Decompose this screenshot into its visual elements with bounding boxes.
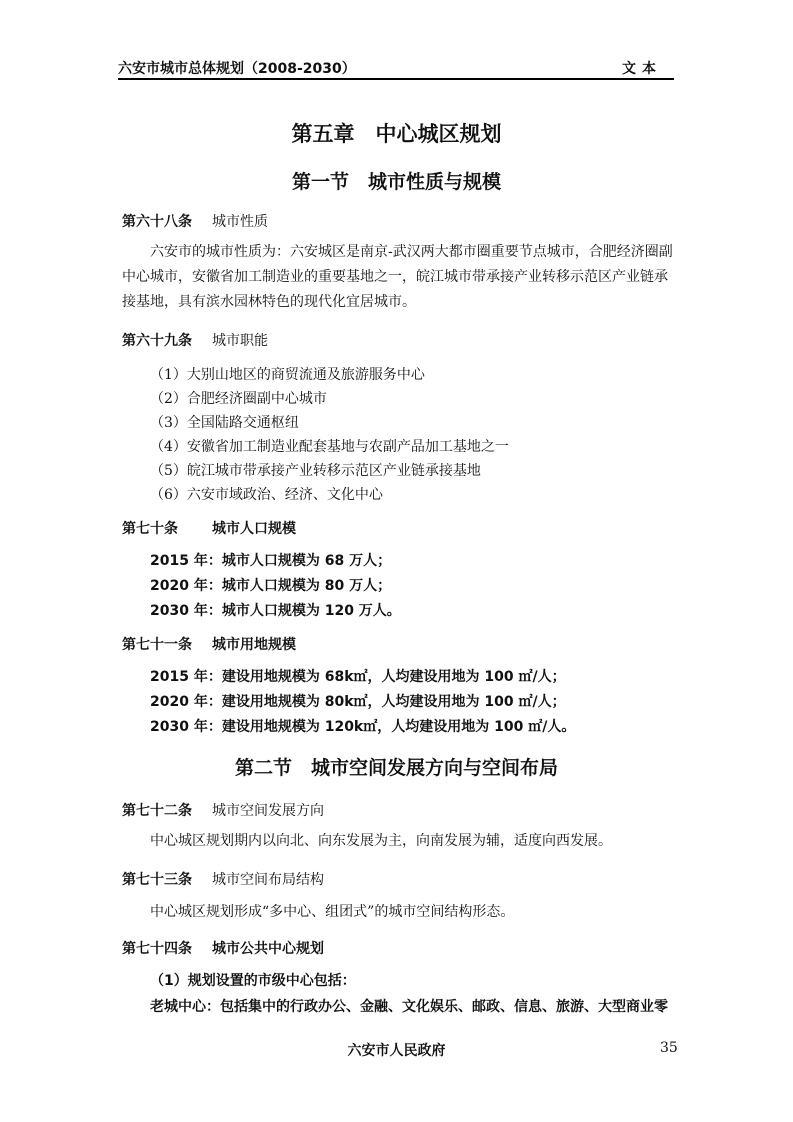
article-68-text: 六安市的城市性质为：六安城区是南京-武汉两大都市圈重要节点城市，合肥经济圈副中心城市，安徽省加工制造业的重要基地之一，皖江城市带承接产业转移示范区产业链承接基地，具有滨水园林特色的现代化宜居城市。: [122, 244, 673, 310]
population-item: 2020 年：城市人口规模为 80 万人；: [150, 578, 392, 594]
article-number: 第七十二条: [122, 803, 192, 819]
article-71-heading: [122, 634, 296, 654]
land-item: 2030 年：建设用地规模为 120k㎡，人均建设用地为 100 ㎡/人。: [150, 719, 576, 735]
page-header: [118, 52, 674, 80]
article-number: 第七十三条: [122, 872, 192, 888]
function-item: （5）皖江城市带承接产业转移示范区产业链承接基地: [150, 463, 481, 479]
article-72-heading: [122, 800, 324, 820]
section-heading-1: 第一节 城市性质与规模: [291, 171, 501, 193]
article-number: 第六十八条: [122, 214, 192, 230]
function-item: （6）六安市域政治、经济、文化中心: [150, 487, 383, 503]
article-73-text: 中心城区规划形成“多中心、组团式”的城市空间结构形态。: [150, 904, 515, 920]
article-72-text: 中心城区规划期内以向北、向东发展为主，向南发展为辅，适度向西发展。: [150, 833, 612, 849]
article-74-line: （1）规划设置的市级中心包括：: [150, 973, 356, 989]
article-70-heading: [122, 518, 296, 538]
function-item: （2）合肥经济圈副中心城市: [150, 391, 327, 407]
article-title: 城市空间布局结构: [212, 872, 324, 888]
function-item: （4）安徽省加工制造业配套基地与农副产品加工基地之一: [150, 439, 509, 455]
article-title: 城市公共中心规划: [212, 941, 324, 957]
header-label: 文本: [622, 61, 662, 77]
population-item: 2030 年：城市人口规模为 120 万人。: [150, 603, 401, 619]
page-footer: 六安市人民政府: [347, 1043, 446, 1059]
page-number: 35: [660, 1040, 678, 1056]
article-title: 城市职能: [212, 333, 268, 349]
land-item: 2020 年：建设用地规模为 80k㎡，人均建设用地为 100 ㎡/人；: [150, 694, 566, 710]
article-title: 城市性质: [212, 214, 268, 230]
article-69-heading: [122, 330, 268, 350]
article-number: 第七十一条: [122, 637, 192, 653]
article-68-heading: [122, 211, 268, 231]
function-item: （1）大别山地区的商贸流通及旅游服务中心: [150, 367, 425, 383]
chapter-heading: 第五章 中心城区规划: [291, 122, 502, 146]
land-item: 2015 年：建设用地规模为 68k㎡，人均建设用地为 100 ㎡/人；: [150, 669, 566, 685]
article-74-heading: [122, 938, 324, 958]
document-title: 六安市城市总体规划（2008-2030）: [118, 61, 356, 77]
article-73-heading: [122, 869, 324, 889]
article-number: 第七十四条: [122, 941, 192, 957]
function-item: （3）全国陆路交通枢纽: [150, 415, 299, 431]
article-title: 城市用地规模: [212, 637, 296, 653]
section-heading-2: 第二节 城市空间发展方向与空间布局: [234, 757, 558, 779]
population-item: 2015 年：城市人口规模为 68 万人；: [150, 553, 392, 569]
article-number: 第六十九条: [122, 333, 192, 349]
article-74-line: 老城中心：包括集中的行政办公、金融、文化娱乐、邮政、信息、旅游、大型商业零: [150, 999, 668, 1015]
article-number: 第七十条: [122, 521, 178, 537]
article-title: 城市人口规模: [212, 521, 296, 537]
article-title: 城市空间发展方向: [212, 803, 324, 819]
